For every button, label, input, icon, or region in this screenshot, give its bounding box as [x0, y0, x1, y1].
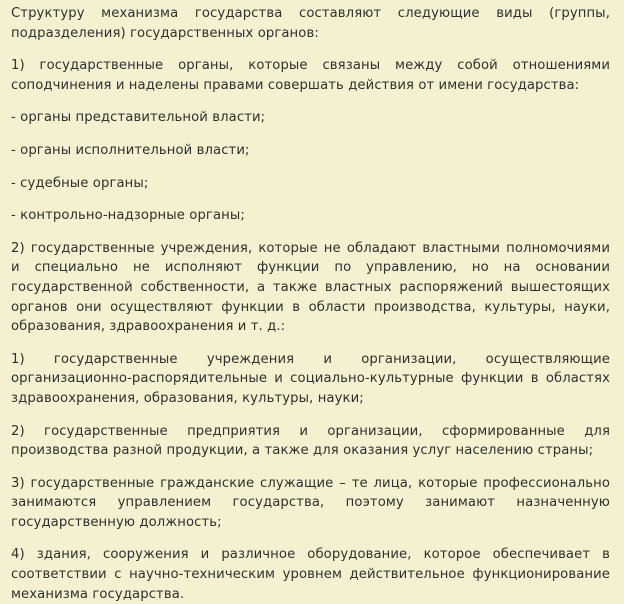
list-item-judicial: - судебные органы;	[11, 175, 149, 191]
civil-servants-paragraph: 3) государственные гражданские служащие – те лица, которые профессионально занимаются управлением государства, поэтому занимают назначенную государственную должность;	[11, 475, 610, 530]
state-institutions-paragraph: 2) государственные учреждения, которые не обладают властными полномочиями и специально не исполняют функции по управлению, но на основании государственной собственности, а также властных распоряжений вышестоящих органов они осуществляют функции в области производства, культуры, науки, образования, здравоохранения и т. д.:	[11, 240, 610, 335]
state-enterprises-paragraph: 2) государственные предприятия и организации, сформированные для производства разной продукции, а также для оказания услуг населению страны;	[11, 423, 610, 459]
buildings-equipment-paragraph: 4) здания, сооружения и различное оборудование, которое обеспечивает в соответствии с научно-техническим уровнем действительное функционирование механизма государства.	[11, 547, 610, 602]
list-item-control: - контрольно-надзорные органы;	[11, 208, 245, 224]
intro-paragraph: Структуру механизма государства составляют следующие виды (группы, подразделения) государственных органов:	[11, 6, 610, 41]
state-bodies-paragraph: 1) государственные органы, которые связаны между собой отношениями соподчинения и наделены правами совершать действия от имени государства:	[11, 58, 610, 93]
institutions-organizations-paragraph: 1) государственные учреждения и организации, осуществляющие организационно-распорядительные и социально-культурные функции в областях здравоохранения, образования, культуры, науки;	[11, 351, 610, 406]
list-item-representative: - органы представительной власти;	[11, 110, 266, 126]
list-item-executive: - органы исполнительной власти;	[11, 142, 250, 158]
